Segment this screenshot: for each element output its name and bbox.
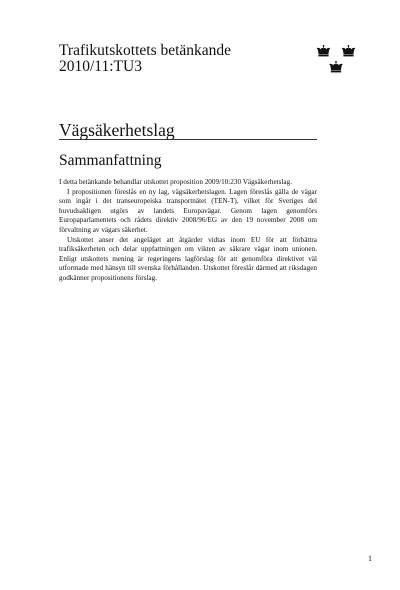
report-number: 2010/11:TU3 [59,58,142,75]
summary-paragraph: Utskottet anser det angeläget att åtgärder vidtas inom EU för att förbättra trafiksäkerheten och delar uppfattningen om vikten av säkrare vägar inom unionen. Enligt utskottets mening är regeringens lagförslag för att genomföra direktivet väl utformade med hänsyn till svenska förhållanden. Utskottet föreslår därmed att riksdagen godkänner propositionens förslag. [59,235,317,282]
summary-paragraph: I propositionen föreslås en ny lag, vägsäkerhetslagen. Lagen föreslås gälla de vägar som ingår i det transeuropeiska transportnätet (TEN-T), vilket för Sveriges del huvudsakligen utgörs av landets Europavägar. Genom lagen genomförs Europaparlamentets och rådets direktiv 2008/96/EG av den 19 november 2008 om förvaltning av vägars säkerhet. [59,187,317,234]
page-number: 1 [368,554,372,563]
section-heading: Sammanfattning [59,152,162,169]
report-series-title: Trafikutskottets betänkande [59,42,232,59]
summary-paragraph: I detta betänkande behandlar utskottet proposition 2009/10:230 Vägsäkerhetslag. [59,178,293,186]
report-header-title [59,43,231,75]
summary-text [59,178,317,284]
title-divider [59,139,317,140]
document-title: Vägsäkerhetslag [59,120,175,140]
three-crowns-icon [316,44,356,76]
